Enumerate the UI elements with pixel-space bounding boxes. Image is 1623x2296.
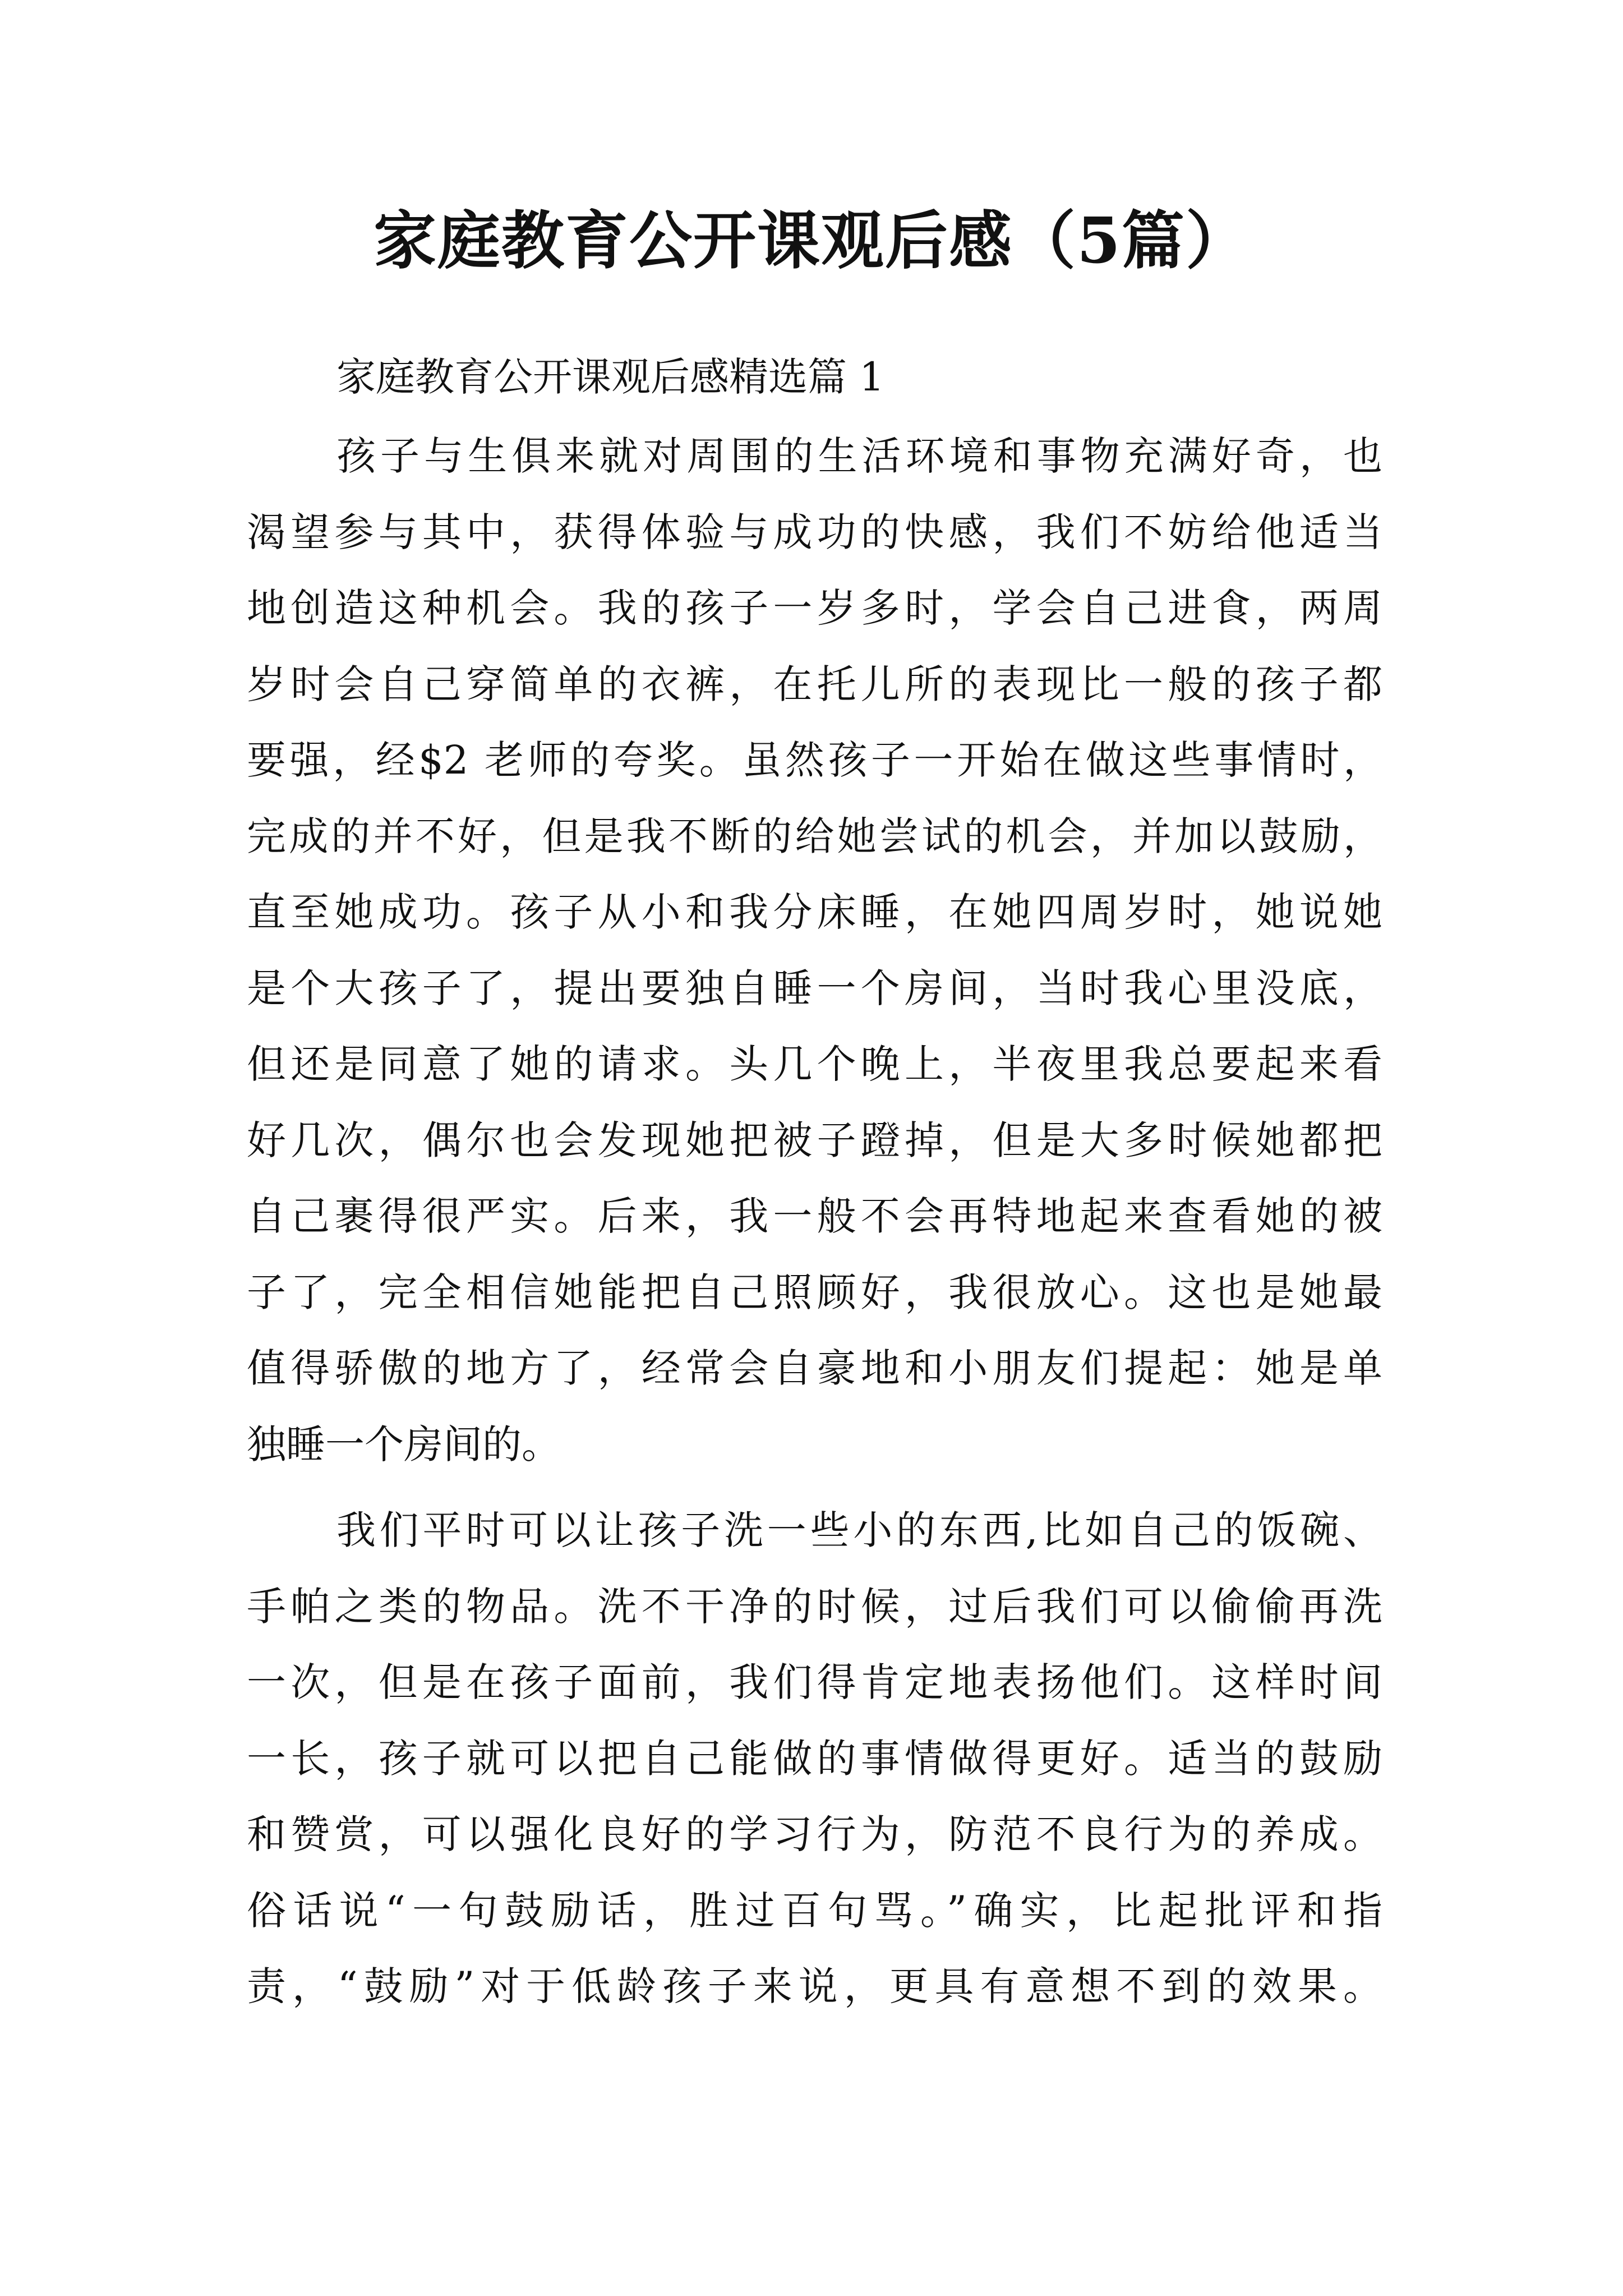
paragraph-line: 好几次，偶尔也会发现她把被子蹬掉，但是大多时候她都把 [247, 1117, 1382, 1163]
section-heading: 家庭教育公开课观后感精选篇 1 [336, 354, 884, 400]
paragraph-line: 和赞赏，可以强化良好的学习行为，防范不良行为的养成。 [247, 1811, 1382, 1857]
paragraph-line: 我们平时可以让孩子洗一些小的东西,比如自己的饭碗、 [336, 1507, 1382, 1553]
paragraph-2 [247, 1493, 1382, 2025]
paragraph-line: 要强，经$2 老师的夸奖。虽然孩子一开始在做这些事情时， [247, 737, 1382, 783]
paragraph-line: 孩子与生俱来就对周围的生活环境和事物充满好奇，也 [336, 433, 1382, 479]
paragraph-line: 自己裹得很严实。后来，我一般不会再特地起来查看她的被 [247, 1193, 1382, 1239]
paragraph-line: 岁时会自己穿简单的衣裤，在托儿所的表现比一般的孩子都 [247, 661, 1382, 707]
paragraph-line: 独睡一个房间的。 [247, 1421, 561, 1467]
paragraph-line: 子了，完全相信她能把自己照顾好，我很放心。这也是她最 [247, 1269, 1382, 1315]
paragraph-line: 值得骄傲的地方了，经常会自豪地和小朋友们提起：她是单 [247, 1345, 1382, 1391]
paragraph-line: 责，“鼓励”对于低龄孩子来说，更具有意想不到的效果。 [247, 1963, 1382, 2009]
paragraph-line: 是个大孩子了，提出要独自睡一个房间，当时我心里没底， [247, 965, 1382, 1011]
paragraph-line: 直至她成功。孩子从小和我分床睡，在她四周岁时，她说她 [247, 889, 1382, 935]
paragraph-line: 但还是同意了她的请求。头几个晚上，半夜里我总要起来看 [247, 1041, 1382, 1087]
paragraph-1 [247, 418, 1382, 1483]
paragraph-line: 俗话说“一句鼓励话，胜过百句骂。”确实，比起批评和指 [247, 1887, 1382, 1934]
document-body [247, 342, 1382, 2035]
paragraph-line: 手帕之类的物品。洗不干净的时候，过后我们可以偷偷再洗 [247, 1583, 1382, 1630]
paragraph-line: 一长，孩子就可以把自己能做的事情做得更好。适当的鼓励 [247, 1735, 1382, 1782]
paragraph-line: 渴望参与其中，获得体验与成功的快感，我们不妨给他适当 [247, 509, 1382, 555]
paragraph-line: 完成的并不好，但是我不断的给她尝试的机会，并加以鼓励， [247, 813, 1382, 859]
paragraph-line: 地创造这种机会。我的孩子一岁多时，学会自己进食，两周 [247, 585, 1382, 631]
document-title: 家庭教育公开课观后感（5篇） [374, 204, 1249, 278]
paragraph-line: 一次，但是在孩子面前，我们得肯定地表扬他们。这样时间 [247, 1659, 1382, 1705]
